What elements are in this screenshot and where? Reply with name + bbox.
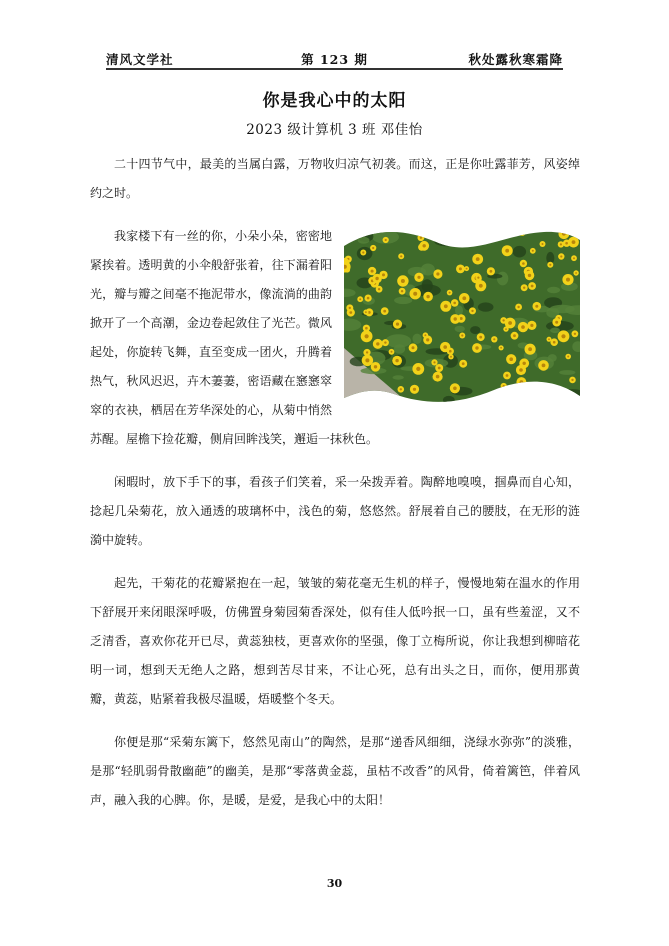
flower-center [426, 338, 429, 341]
flower-center [476, 257, 480, 261]
paragraph-3: 闲暇时，放下手下的事，看孩子们笑着，采一朵拨弄着。陶醉地嗅嗅，掴鼻而自心知，捻起几朵菊花，放入通透的玻璃杯中，浅色的菊，悠悠然。舒展着自己的腰肢，在无形的涟漪中旋转。 [90, 475, 580, 547]
flower-center [412, 346, 415, 349]
flower-center [542, 364, 546, 368]
flower-blossom [577, 228, 580, 233]
flower-center [460, 317, 463, 320]
flower-center [382, 273, 385, 276]
flower-center [477, 277, 479, 279]
flower-blossom [508, 392, 513, 397]
flower-center [529, 396, 531, 398]
flower-center [453, 387, 457, 391]
paragraph-1: 二十四节气中，最美的当属白露，万物收归凉气初袭。而这，正是你吐露菲芳，风姿绰约之时。 [90, 157, 580, 200]
flower-center [378, 288, 380, 290]
flower-blossom [538, 386, 546, 394]
flower-center [436, 272, 439, 275]
flower-center [401, 279, 405, 283]
flower-center [376, 342, 379, 345]
flower-center [359, 298, 361, 300]
flower-center [423, 244, 426, 247]
flower-center [461, 334, 463, 336]
flower-center [454, 317, 457, 320]
flower-center [375, 277, 378, 280]
flower-blossom [460, 237, 469, 246]
flower-center [560, 243, 562, 245]
flower-center [528, 274, 531, 277]
flower-center [459, 267, 462, 270]
flower-center [400, 255, 402, 257]
flower-center [400, 388, 402, 390]
flower-center [490, 270, 493, 273]
flower-center [463, 240, 466, 243]
flower-center [502, 319, 504, 321]
flower-blossom [529, 383, 536, 390]
flower-center [401, 290, 403, 292]
chrysanthemum-photo-image [344, 228, 580, 408]
flower-center [508, 321, 512, 325]
flower-center [523, 287, 525, 289]
flower-center [528, 347, 532, 351]
flower-center [566, 278, 570, 282]
article-body [90, 150, 580, 829]
paragraph-5: 你便是那“采菊东篱下，悠然见南山”的陶然，是那“递香风细细，浇绿水弥弥”的淡雅，是那“轻肌弱骨散幽葩”的幽美，是那“零落黄金蕊，虽枯不改香”的风骨，倚着篱笆，伴着风声，融入我的心脾。你，是暖，是爱，是我心中的太阳！ [90, 735, 580, 807]
page-number: 30 [326, 877, 343, 890]
flower-blossom [565, 228, 572, 232]
flower-center [395, 359, 398, 362]
flower-center [572, 240, 576, 244]
flower-center [385, 239, 387, 241]
flower-center [453, 302, 456, 305]
flower-center [479, 284, 483, 288]
flower-center [562, 232, 566, 236]
flower-center [444, 304, 448, 308]
flower-center [362, 251, 364, 253]
flower-blossom [518, 229, 525, 236]
article-title: 你是我心中的太阳 [262, 91, 407, 111]
flower-center [535, 305, 538, 308]
article-byline: 2023 级计算机 3 班 邓佳怡 [246, 122, 423, 138]
flower-center [522, 262, 525, 265]
flower-center [471, 310, 473, 312]
flower-center [530, 324, 533, 327]
flower-blossom [468, 228, 479, 236]
flower-center [531, 385, 533, 387]
flower-center [349, 311, 352, 314]
flower-center [579, 230, 580, 232]
flower-center [521, 325, 525, 329]
flower-center [548, 338, 550, 340]
flower-center [532, 250, 534, 252]
flower-center [384, 341, 386, 343]
flower-center [417, 276, 420, 279]
flower-center [366, 351, 368, 353]
flower-center [449, 350, 452, 353]
flower-center [542, 243, 544, 245]
flower-center [365, 311, 367, 313]
flower-center [413, 388, 416, 391]
flower-center [503, 385, 505, 387]
chrysanthemum-photo [344, 228, 580, 408]
flower-center [513, 334, 516, 337]
flower-center [521, 231, 524, 234]
flower-center [374, 365, 377, 368]
flower-center [555, 321, 558, 324]
flower-center [433, 361, 435, 363]
flower-center [349, 307, 351, 309]
flower-center [565, 242, 568, 245]
flower-center [506, 374, 509, 377]
flower-center [365, 334, 369, 338]
flower-center [574, 333, 576, 335]
flower-center [466, 268, 468, 270]
flower-center [500, 347, 502, 349]
flower-center [450, 356, 452, 358]
flower-center [462, 362, 465, 365]
flower-center [457, 238, 459, 240]
flower-center [553, 341, 556, 344]
flower-center [520, 380, 524, 384]
flower-center [561, 334, 565, 338]
flower-center [549, 264, 551, 266]
flower-center [449, 292, 451, 294]
flower-center [365, 327, 368, 330]
flower-center [396, 323, 399, 326]
flower-center [541, 389, 544, 392]
flower-center [479, 336, 482, 339]
flower-center [523, 362, 526, 365]
flower-center [531, 285, 534, 288]
flower-blossom [455, 236, 461, 242]
paragraph-2: 我家楼下有一丝的你，小朵小朵，密密地紧挨着。透明黄的小伞般舒张着，往下漏着阳光，瓣与瓣之间毫不拖泥带水，像流淌的曲韵掀开了一个高潮，金边卷起敛住了光芒。微风起处，你旋转飞舞，直至变成一团火，升腾着热气，秋风迟迟，卉木萋萋，密语藏在窸窸窣窣的衣袂，栖居在芳华深处的心，从菊中悄然苏醒。屋檐下捡花瓣，侧肩回眸浅笑，邂逅一抹秋色。 [90, 229, 379, 446]
flower-center [383, 310, 386, 313]
flower-center [416, 367, 420, 371]
flower-center [372, 247, 374, 249]
flower-center [475, 346, 478, 349]
flower-center [505, 249, 509, 253]
flower-center [575, 272, 577, 274]
issue-theme: 秋处露秋寒霜降 [468, 52, 563, 67]
magazine-name: 清风文学社 [106, 52, 174, 67]
flower-center [365, 358, 369, 362]
flower-center [438, 367, 441, 370]
flower-center [367, 297, 370, 300]
flower-center [413, 292, 417, 296]
flower-center [571, 379, 573, 381]
flower-center [573, 257, 575, 259]
flower-center [509, 357, 513, 361]
flower-center [560, 255, 562, 257]
running-header [106, 48, 563, 70]
flower-center [371, 270, 374, 273]
flower-center [462, 296, 466, 300]
flower-center [436, 375, 440, 379]
flower-center [426, 295, 429, 298]
flower-center [472, 229, 476, 233]
paragraph-4: 起先，干菊花的花瓣紧抱在一起，皱皱的菊花毫无生机的样子，慢慢地菊在温水的作用下舒展开来闭眼深呼吸，仿佛置身菊园菊香深处，似有佳人低吟抿一口，虽有些羞涩，又不乏清香，喜欢你花开已尽，黄蕊独枝，更喜欢你的坚强，像丁立梅所说，你让我想到柳暗花明一词，想到天无绝人之路，想到苦尽甘来，不让心死，总有出头之日，而你，便用那黄瓣，黄蕊，贴紧着我极尽温暖，焐暖整个冬天。 [90, 576, 580, 706]
flower-center [443, 345, 447, 349]
flower-center [567, 356, 569, 358]
flower-center [391, 351, 393, 353]
flower-center [567, 228, 570, 230]
flower-center [505, 328, 507, 330]
flower-center [519, 368, 523, 372]
flower-blossom [527, 394, 533, 400]
flower-center [517, 306, 519, 308]
issue-number: 第 123 期 [301, 52, 368, 67]
flower-center [420, 237, 422, 239]
flower-center [510, 394, 512, 396]
flower-center [493, 338, 495, 340]
